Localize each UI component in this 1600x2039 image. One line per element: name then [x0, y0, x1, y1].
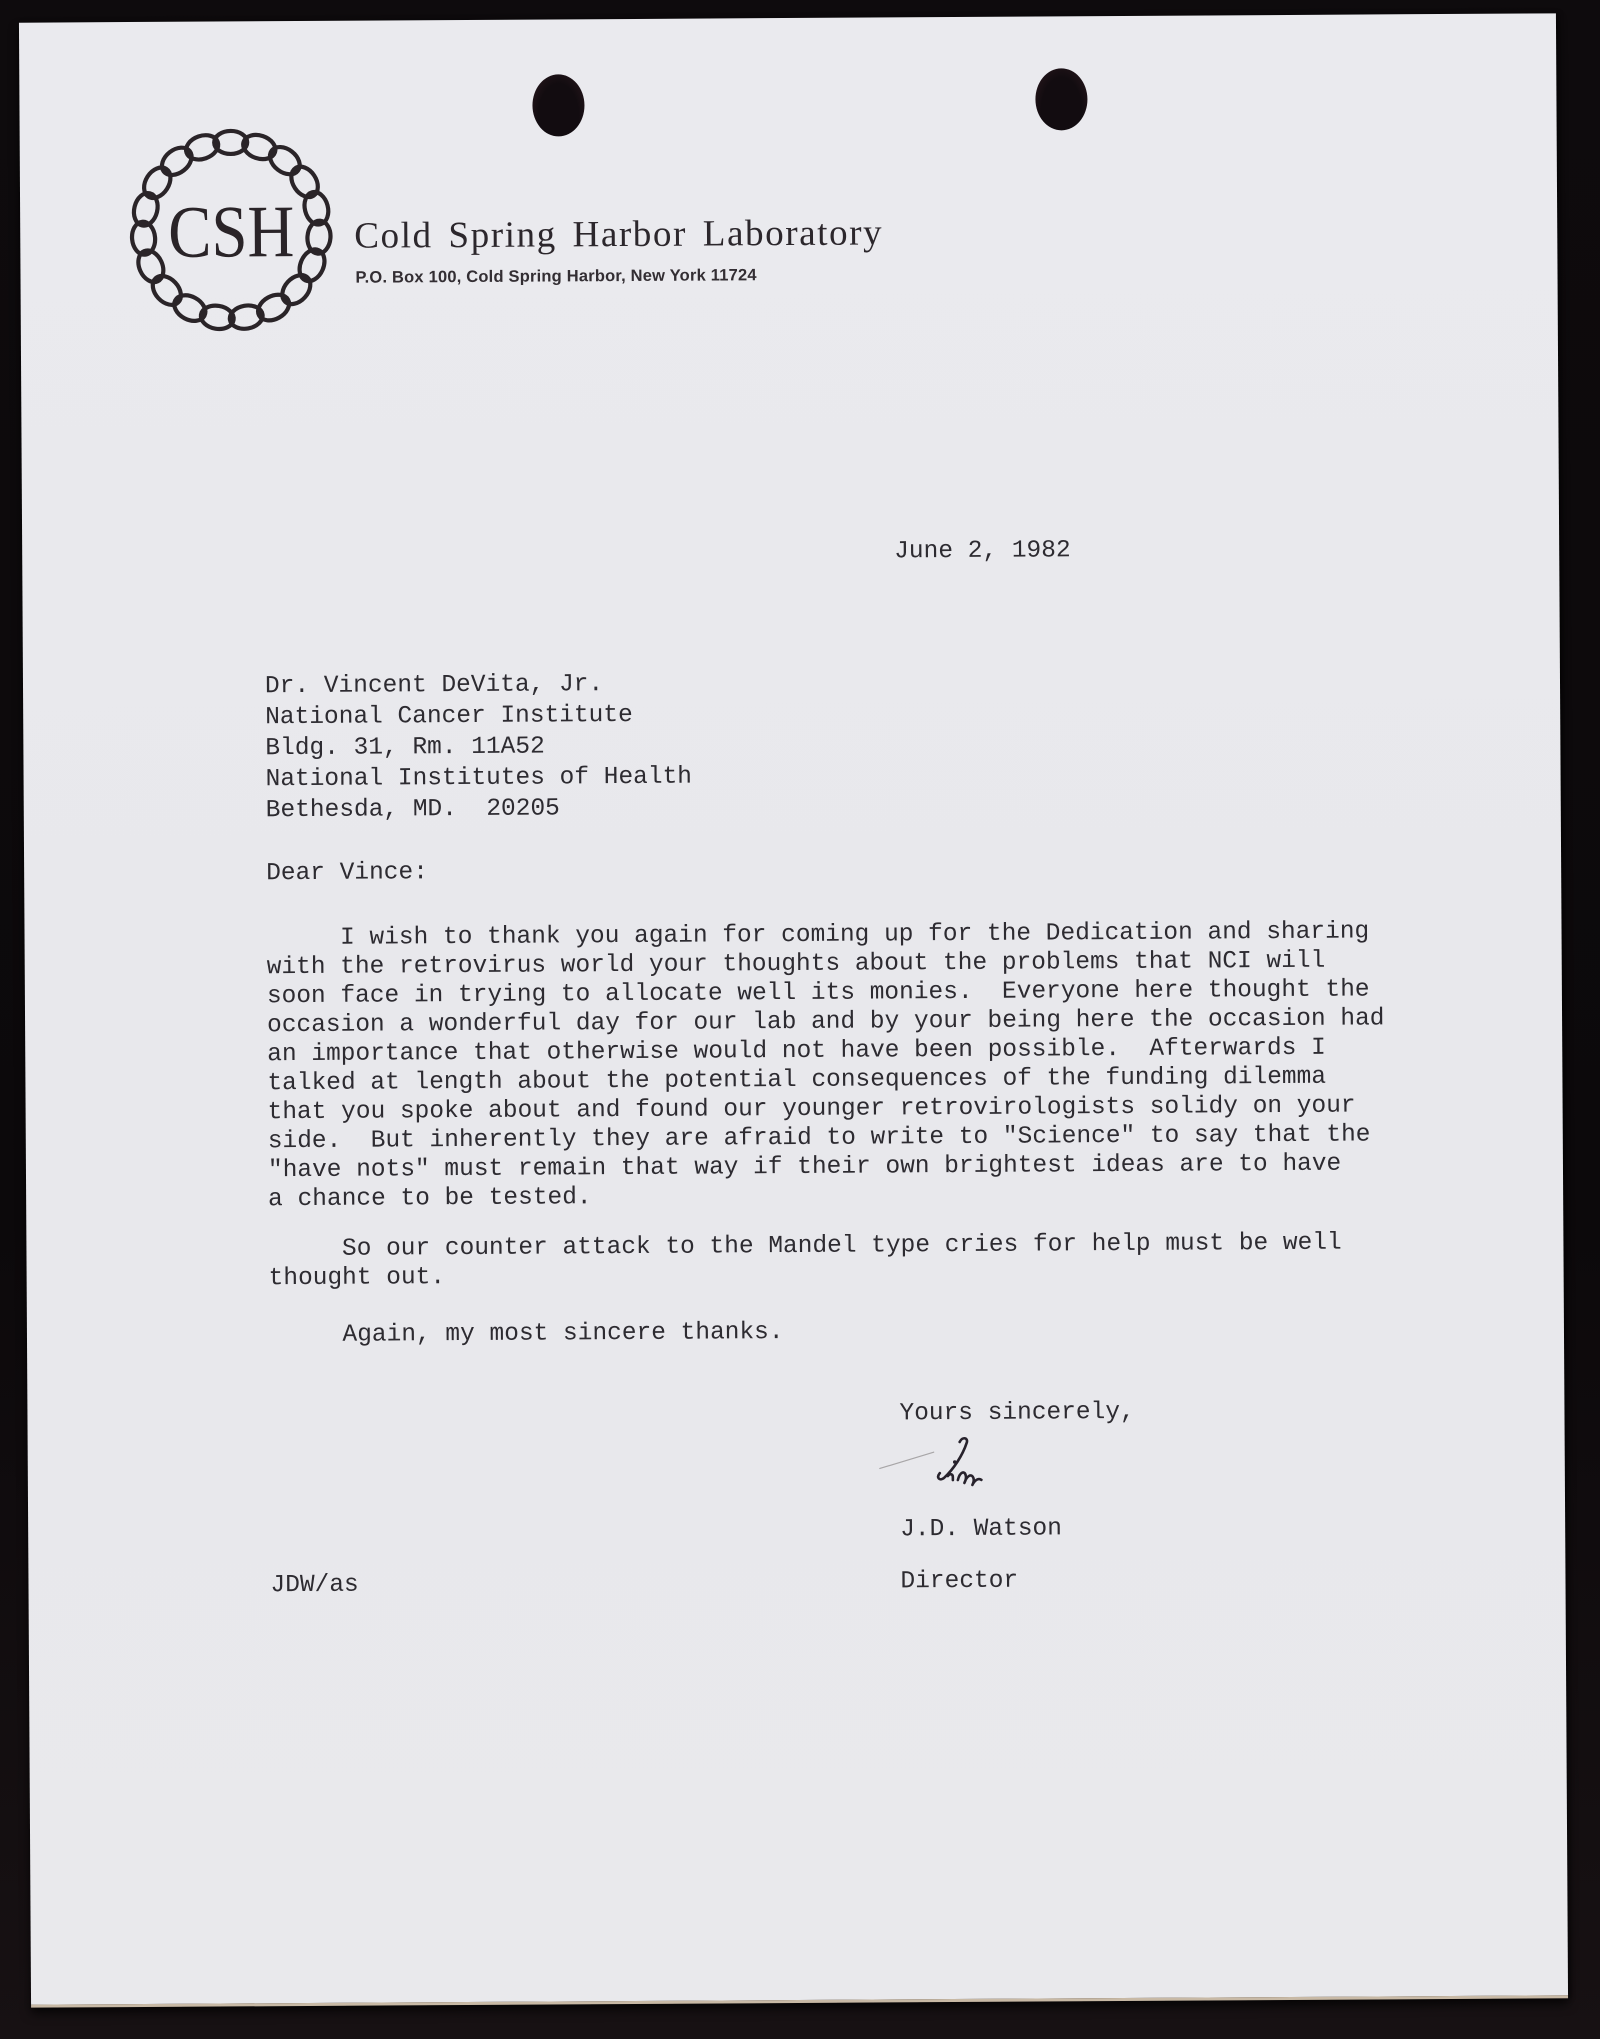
letter-page: [19, 13, 1568, 2007]
body-paragraph-1: I wish to thank you again for coming up for the Dedication and sharing with the retrovirus world your thoughts about the problems that NCI will soon face in trying to allocate well its monies. Everyone here thought the occasion a wonderful day for our lab and by your being here the occasion had an importance that otherwise would not have been possible. Afterwards I talked at length about the potential consequences of the funding dilemma that you spoke about and found our younger retrovirologists solidy on your side. But inherently they are afraid to write to "Science" to say that the "have nots" must remain that way if their own brightest ideas are to have a chance to be tested.: [266, 918, 1385, 1214]
closing-phrase: Yours sincerely,: [899, 1398, 1135, 1428]
handwritten-signature-jim: [876, 1432, 1026, 1513]
org-address: P.O. Box 100, Cold Spring Harbor, New York 11724: [355, 266, 757, 287]
punch-hole-icon: [1035, 68, 1087, 130]
csh-logo-icon: [126, 125, 337, 336]
body-paragraph-2: So our counter attack to the Mandel type cries for help must be well thought out.: [268, 1229, 1342, 1293]
body-paragraph-3: Again, my most sincere thanks.: [268, 1319, 784, 1350]
recipient-address-block: Dr. Vincent DeVita, Jr. National Cancer Institute Bldg. 31, Rm. 11A52 National Institutes of Health Bethesda, MD. 20205: [264, 671, 693, 825]
letter-date: June 2, 1982: [894, 537, 1071, 566]
sender-title: Director: [900, 1567, 1019, 1596]
sender-name: J.D. Watson: [900, 1515, 1062, 1544]
logo-text: CSH: [167, 190, 313, 274]
org-name: Cold Spring Harbor Laboratory: [354, 212, 884, 257]
salutation: Dear Vince:: [266, 859, 428, 888]
reference-initials: JDW/as: [270, 1571, 359, 1600]
punch-hole-icon: [532, 74, 584, 136]
